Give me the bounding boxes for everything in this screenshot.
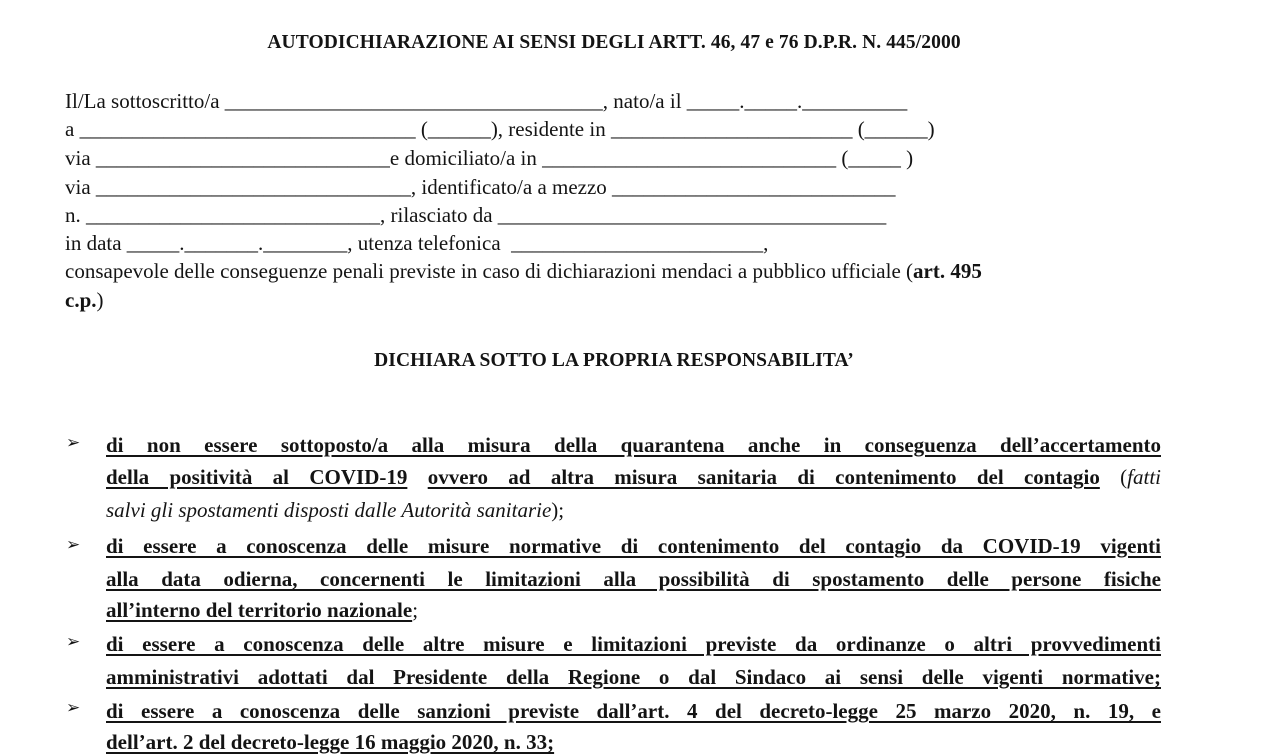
item-2-line-1: di essere a conoscenza delle misure normative di contenimento del contagio da COVID-19 vigenti	[106, 534, 1161, 558]
item-4-line-1: di essere a conoscenza delle sanzioni previste dall’art. 4 del decreto-legge 25 marzo 2020, n. 19, e	[106, 699, 1161, 723]
bullet-arrow-icon: ➢	[66, 632, 81, 652]
item-1-line-3	[106, 497, 1161, 523]
item-4-line-2: dell’art. 2 del decreto-legge 16 maggio 2020, n. 33;	[106, 730, 555, 754]
form-line-domicile-street: via ______________________________, identificato/a a mezzo ___________________________	[65, 175, 896, 199]
bullet-arrow-icon: ➢	[66, 698, 81, 718]
bullet-arrow-icon: ➢	[66, 433, 81, 453]
form-line-name: Il/La sottoscritto/a ____________________________________, nato/a il _____._____.__________	[65, 89, 908, 113]
item-1-covid: della positività al COVID-19	[106, 465, 408, 489]
item-3-line-1: di essere a conoscenza delle altre misure e limitazioni previste da ordinanze o altri provvedimenti	[106, 632, 1161, 656]
item-2-territorio: all’interno del territorio nazionale	[106, 598, 413, 622]
item-1-line-1: di non essere sottoposto/a alla misura della quarantena anche in conseguenza dell’accertamento	[106, 433, 1161, 457]
item-1-end: );	[551, 498, 565, 522]
form-line-document-number: n. ____________________________, rilasciato da _____________________________________	[65, 203, 887, 227]
item-2-line-3	[106, 597, 1161, 623]
document-title: AUTODICHIARAZIONE AI SENSI DEGLI ARTT. 46, 47 e 76 D.P.R. N. 445/2000	[267, 32, 961, 53]
item-1-salvi: salvi gli spostamenti disposti dalle Autorità sanitarie	[106, 498, 552, 522]
bullet-arrow-icon: ➢	[66, 535, 81, 555]
item-2-end: ;	[412, 598, 419, 622]
consapevole-line-2	[65, 288, 104, 312]
form-line-birthplace: a ________________________________ (______), residente in _______________________ (______)	[65, 117, 935, 141]
consapevole-line	[65, 259, 982, 283]
item-1-measure: ovvero ad altra misura sanitaria di contenimento del contagio	[427, 465, 1100, 489]
form-line-date-phone: in data _____._______.________, utenza telefonica ________________________,	[65, 231, 769, 255]
section-title: DICHIARA SOTTO LA PROPRIA RESPONSABILITA’	[374, 350, 854, 371]
item-2-line-2: alla data odierna, concernenti le limitazioni alla possibilità di spostamento delle persone fisiche	[106, 567, 1161, 591]
consapevole-code: c.p.	[65, 288, 97, 312]
form-line-residence-street: via ____________________________e domiciliato/a in ____________________________ (_____ )	[65, 146, 914, 170]
item-1-line-2	[106, 464, 1161, 490]
item-1-fatti: fatti	[1127, 465, 1162, 489]
item-3-line-2: amministrativi adottati dal Presidente della Regione o dal Sindaco ai sensi delle vigenti normative;	[106, 665, 1161, 689]
consapevole-text: consapevole delle conseguenze penali previste in caso di dichiarazioni mendaci a pubblico ufficiale (	[65, 259, 914, 283]
consapevole-close: )	[96, 288, 104, 312]
consapevole-article: art. 495	[913, 259, 982, 283]
item-1-paren: (	[1099, 465, 1128, 489]
